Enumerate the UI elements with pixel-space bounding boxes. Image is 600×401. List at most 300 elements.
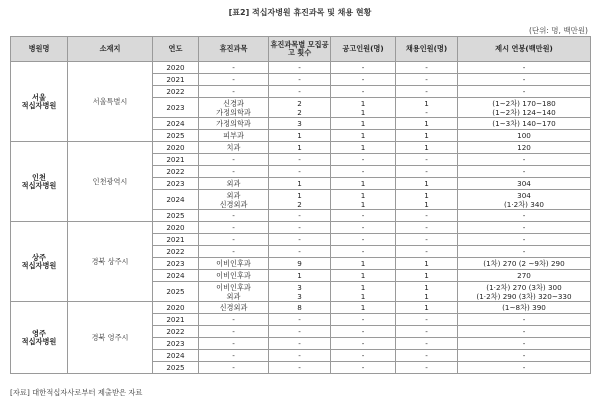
postings-cell xyxy=(269,166,331,178)
year-cell: 2021 xyxy=(153,314,199,326)
year-cell: 2023 xyxy=(153,178,199,190)
announced-cell xyxy=(331,98,396,118)
year-cell: 2025 xyxy=(153,130,199,142)
salary-value: - xyxy=(522,75,526,84)
hired-cell xyxy=(396,234,458,246)
hired-cell xyxy=(396,74,458,86)
postings-cell xyxy=(269,98,331,118)
postings-value: 3 xyxy=(297,119,302,128)
postings-value: 2 xyxy=(297,199,302,209)
hired-cell xyxy=(396,302,458,314)
table-row xyxy=(11,222,591,234)
salary-cell xyxy=(458,190,591,210)
announced-value: - xyxy=(361,247,365,256)
hospital-name-cell xyxy=(11,62,68,142)
hired-value: - xyxy=(425,155,428,164)
hired-cell xyxy=(396,98,458,118)
dept-value: - xyxy=(232,155,235,164)
dept-value: 신경과 xyxy=(223,98,244,108)
dept-value: 피부과 xyxy=(223,131,244,140)
hospital-name-line: 서울 xyxy=(32,92,46,102)
salary-value: - xyxy=(522,351,526,360)
announced-cell xyxy=(331,154,396,166)
year-cell: 2025 xyxy=(153,362,199,374)
year-cell: 2020 xyxy=(153,142,199,154)
header-salary: 제시 연봉(백만원) xyxy=(458,37,591,62)
announced-cell xyxy=(331,234,396,246)
dept-cell xyxy=(199,118,269,130)
dept-value: - xyxy=(232,247,235,256)
hospital-name-line: 적십자병원 xyxy=(21,180,57,190)
hired-cell xyxy=(396,338,458,350)
salary-cell xyxy=(458,98,591,118)
salary-value: (1~3차) 140~170 xyxy=(492,119,556,128)
announced-cell xyxy=(331,326,396,338)
year-cell: 2022 xyxy=(153,246,199,258)
salary-cell xyxy=(458,142,591,154)
postings-cell xyxy=(269,270,331,282)
postings-cell xyxy=(269,258,331,270)
dept-cell xyxy=(199,86,269,98)
salary-value: - xyxy=(522,167,526,176)
dept-value: - xyxy=(232,315,235,324)
salary-value: (1·2차) 340 xyxy=(504,199,544,209)
header-dept: 휴진과목 xyxy=(199,37,269,62)
salary-value: (1~8차) 390 xyxy=(502,303,546,312)
location-cell: 경북 영주시 xyxy=(68,302,153,374)
postings-value: - xyxy=(298,223,301,232)
announced-cell xyxy=(331,362,396,374)
dept-value: 신경외과 xyxy=(219,199,248,209)
dept-value: - xyxy=(232,223,235,232)
year-cell: 2024 xyxy=(153,350,199,362)
hired-value: - xyxy=(425,363,428,372)
postings-cell xyxy=(269,314,331,326)
hired-cell xyxy=(396,130,458,142)
announced-value: - xyxy=(361,363,365,372)
dept-cell xyxy=(199,62,269,74)
announced-value: 1 xyxy=(360,98,366,108)
dept-cell xyxy=(199,270,269,282)
header-hired: 채용인원(명) xyxy=(396,37,458,62)
salary-cell xyxy=(458,62,591,74)
postings-cell xyxy=(269,154,331,166)
hired-cell xyxy=(396,86,458,98)
dept-value: 외과 xyxy=(226,179,241,188)
table-row xyxy=(11,302,591,314)
announced-cell xyxy=(331,74,396,86)
hired-value: - xyxy=(425,235,428,244)
dept-value: 외과 xyxy=(226,291,241,301)
dept-value: 이비인후과 xyxy=(216,271,251,280)
salary-cell xyxy=(458,118,591,130)
location-cell: 경북 상주시 xyxy=(68,222,153,302)
hospital-name-line: 적십자병원 xyxy=(21,100,57,110)
hospital-name-line: 상주 xyxy=(32,252,46,262)
dept-value: - xyxy=(232,235,235,244)
announced-value: - xyxy=(361,87,365,96)
postings-cell xyxy=(269,142,331,154)
salary-cell xyxy=(458,362,591,374)
announced-value: 1 xyxy=(360,199,366,209)
hired-value: 1 xyxy=(424,282,429,292)
salary-cell xyxy=(458,326,591,338)
salary-cell xyxy=(458,302,591,314)
salary-cell xyxy=(458,246,591,258)
postings-value: 9 xyxy=(297,259,302,268)
salary-value: 100 xyxy=(517,131,531,140)
hired-value: 1 xyxy=(424,131,429,140)
salary-cell xyxy=(458,258,591,270)
dept-value: 외과 xyxy=(226,190,241,200)
announced-value: 1 xyxy=(360,282,366,292)
announced-value: 1 xyxy=(360,259,366,268)
announced-cell xyxy=(331,270,396,282)
postings-value: - xyxy=(298,75,301,84)
dept-cell xyxy=(199,154,269,166)
postings-value: - xyxy=(298,167,301,176)
dept-value: - xyxy=(232,327,235,336)
hired-value: - xyxy=(425,315,428,324)
salary-cell xyxy=(458,350,591,362)
salary-cell xyxy=(458,166,591,178)
header-postings: 휴진과목별 모집공고 횟수 xyxy=(269,37,331,62)
salary-value: - xyxy=(522,223,526,232)
postings-value: 1 xyxy=(297,131,302,140)
announced-value: - xyxy=(361,315,365,324)
postings-value: 1 xyxy=(297,179,302,188)
announced-value: - xyxy=(361,327,365,336)
postings-cell xyxy=(269,326,331,338)
hired-cell xyxy=(396,190,458,210)
announced-cell xyxy=(331,210,396,222)
year-cell: 2023 xyxy=(153,338,199,350)
year-cell: 2025 xyxy=(153,282,199,302)
dept-value: - xyxy=(232,167,235,176)
hospital-table xyxy=(10,36,591,374)
salary-value: - xyxy=(522,235,526,244)
dept-value: 가정의학과 xyxy=(216,107,251,117)
announced-value: - xyxy=(361,75,365,84)
announced-cell xyxy=(331,86,396,98)
hospital-name-line: 적십자병원 xyxy=(21,260,57,270)
hired-cell xyxy=(396,314,458,326)
hospital-name-line: 영주 xyxy=(32,328,46,338)
table-title: [표2] 적십자병원 휴진과목 및 채용 현황 xyxy=(228,8,372,17)
hired-cell xyxy=(396,166,458,178)
hired-value: 1 xyxy=(424,190,429,200)
announced-value: 1 xyxy=(360,303,366,312)
hired-cell xyxy=(396,326,458,338)
postings-cell xyxy=(269,86,331,98)
postings-value: 1 xyxy=(297,190,302,200)
dept-cell xyxy=(199,190,269,210)
dept-value: - xyxy=(232,351,235,360)
dept-value: 치과 xyxy=(226,143,241,152)
salary-cell xyxy=(458,282,591,302)
hired-value: 1 xyxy=(424,179,429,188)
hired-cell xyxy=(396,222,458,234)
salary-value: (1~2차) 124~140 xyxy=(492,107,556,117)
salary-cell xyxy=(458,270,591,282)
postings-cell xyxy=(269,282,331,302)
announced-cell xyxy=(331,246,396,258)
year-cell: 2021 xyxy=(153,234,199,246)
postings-value: - xyxy=(298,211,301,220)
dept-value: - xyxy=(232,75,235,84)
announced-cell xyxy=(331,178,396,190)
announced-value: 1 xyxy=(360,179,366,188)
salary-value: (1차) 270 (2 ~9차) 290 xyxy=(483,259,565,268)
announced-value: - xyxy=(361,63,365,72)
announced-value: 1 xyxy=(360,131,366,140)
announced-cell xyxy=(331,222,396,234)
postings-cell xyxy=(269,350,331,362)
hired-cell xyxy=(396,154,458,166)
year-cell: 2022 xyxy=(153,166,199,178)
header-announced: 공고인원(명) xyxy=(331,37,396,62)
dept-cell xyxy=(199,166,269,178)
hired-cell xyxy=(396,282,458,302)
salary-value: - xyxy=(522,63,526,72)
postings-value: - xyxy=(298,327,301,336)
hired-value: 1 xyxy=(424,259,429,268)
postings-value: - xyxy=(298,363,301,372)
salary-value: - xyxy=(522,247,526,256)
announced-value: - xyxy=(361,211,365,220)
postings-cell xyxy=(269,190,331,210)
hired-value: - xyxy=(425,75,428,84)
header-hospital: 병원명 xyxy=(11,37,68,62)
announced-value: - xyxy=(361,155,365,164)
dept-cell xyxy=(199,234,269,246)
dept-cell xyxy=(199,282,269,302)
announced-cell xyxy=(331,350,396,362)
hired-value: - xyxy=(425,63,428,72)
announced-cell xyxy=(331,118,396,130)
announced-value: - xyxy=(361,339,365,348)
dept-value: 신경외과 xyxy=(219,303,248,312)
announced-cell xyxy=(331,314,396,326)
hired-cell xyxy=(396,142,458,154)
postings-cell xyxy=(269,130,331,142)
source-note: [자료] 대한적십자사로부터 제출받은 자료 xyxy=(10,388,143,397)
salary-value: - xyxy=(522,363,526,372)
salary-cell xyxy=(458,154,591,166)
salary-value: - xyxy=(522,87,526,96)
salary-cell xyxy=(458,130,591,142)
announced-value: 1 xyxy=(360,190,366,200)
hired-value: 1 xyxy=(424,271,429,280)
hired-value: - xyxy=(425,107,428,117)
hired-cell xyxy=(396,270,458,282)
announced-cell xyxy=(331,130,396,142)
announced-value: - xyxy=(361,235,365,244)
postings-value: 2 xyxy=(297,98,302,108)
announced-value: - xyxy=(361,223,365,232)
header-year: 연도 xyxy=(153,37,199,62)
salary-value: - xyxy=(522,315,526,324)
hired-value: 1 xyxy=(424,303,429,312)
dept-value: - xyxy=(232,339,235,348)
announced-cell xyxy=(331,258,396,270)
postings-value: - xyxy=(298,63,301,72)
announced-value: 1 xyxy=(360,143,366,152)
dept-cell xyxy=(199,350,269,362)
hired-value: 1 xyxy=(424,98,429,108)
postings-cell xyxy=(269,362,331,374)
postings-value: 2 xyxy=(297,107,302,117)
hospital-name-cell xyxy=(11,222,68,302)
hired-cell xyxy=(396,118,458,130)
salary-value: - xyxy=(522,155,526,164)
dept-value: - xyxy=(232,63,235,72)
hired-cell xyxy=(396,258,458,270)
hired-value: 1 xyxy=(424,143,429,152)
salary-value: - xyxy=(522,327,526,336)
salary-value: (1·2차) 290 (3차) 320~330 xyxy=(476,291,572,301)
hired-cell xyxy=(396,350,458,362)
postings-cell xyxy=(269,302,331,314)
dept-cell xyxy=(199,210,269,222)
announced-value: - xyxy=(361,351,365,360)
postings-value: 3 xyxy=(297,282,302,292)
salary-cell xyxy=(458,178,591,190)
hired-value: - xyxy=(425,247,428,256)
postings-cell xyxy=(269,178,331,190)
postings-value: - xyxy=(298,351,301,360)
year-cell: 2021 xyxy=(153,74,199,86)
salary-value: - xyxy=(522,339,526,348)
year-cell: 2024 xyxy=(153,118,199,130)
postings-cell xyxy=(269,222,331,234)
salary-value: 304 xyxy=(517,190,531,200)
dept-value: - xyxy=(232,363,235,372)
salary-cell xyxy=(458,86,591,98)
year-cell: 2020 xyxy=(153,302,199,314)
dept-value: 가정의학과 xyxy=(216,119,251,128)
postings-cell xyxy=(269,74,331,86)
hospital-name-line: 인천 xyxy=(32,172,46,182)
dept-value: 이비인후과 xyxy=(216,259,251,268)
hospital-name-cell xyxy=(11,142,68,222)
year-cell: 2025 xyxy=(153,210,199,222)
dept-cell xyxy=(199,326,269,338)
hired-value: - xyxy=(425,223,428,232)
location-cell: 서울특별시 xyxy=(68,62,153,142)
hired-value: 1 xyxy=(424,119,429,128)
announced-value: 1 xyxy=(360,107,366,117)
announced-cell xyxy=(331,302,396,314)
hired-cell xyxy=(396,178,458,190)
salary-value: - xyxy=(522,211,526,220)
dept-cell xyxy=(199,362,269,374)
salary-value: (1·2차) 270 (3차) 300 xyxy=(486,282,562,292)
dept-cell xyxy=(199,246,269,258)
table-row xyxy=(11,142,591,154)
salary-cell xyxy=(458,314,591,326)
dept-cell xyxy=(199,314,269,326)
hired-value: - xyxy=(425,211,428,220)
salary-cell xyxy=(458,222,591,234)
dept-value: - xyxy=(232,87,235,96)
salary-cell xyxy=(458,234,591,246)
announced-cell xyxy=(331,62,396,74)
postings-value: - xyxy=(298,87,301,96)
hired-value: - xyxy=(425,339,428,348)
announced-value: - xyxy=(361,167,365,176)
hospital-name-line: 적십자병원 xyxy=(21,336,57,346)
dept-cell xyxy=(199,178,269,190)
postings-value: - xyxy=(298,235,301,244)
hired-value: 1 xyxy=(424,199,429,209)
hired-cell xyxy=(396,62,458,74)
dept-cell xyxy=(199,338,269,350)
postings-cell xyxy=(269,246,331,258)
dept-value: - xyxy=(232,211,235,220)
announced-value: 1 xyxy=(360,271,366,280)
postings-cell xyxy=(269,118,331,130)
header-row xyxy=(11,37,591,62)
hired-cell xyxy=(396,210,458,222)
unit-note: (단위: 명, 백만원) xyxy=(528,26,588,35)
salary-cell xyxy=(458,74,591,86)
hired-value: 1 xyxy=(424,291,429,301)
salary-value: 304 xyxy=(517,179,531,188)
postings-value: 1 xyxy=(297,143,302,152)
hired-cell xyxy=(396,246,458,258)
dept-cell xyxy=(199,130,269,142)
dept-cell xyxy=(199,222,269,234)
year-cell: 2022 xyxy=(153,326,199,338)
table-body xyxy=(11,62,591,374)
year-cell: 2021 xyxy=(153,154,199,166)
postings-cell xyxy=(269,234,331,246)
dept-cell xyxy=(199,302,269,314)
table-row xyxy=(11,62,591,74)
salary-value: 270 xyxy=(517,271,531,280)
announced-value: 1 xyxy=(360,119,366,128)
year-cell: 2020 xyxy=(153,62,199,74)
hired-cell xyxy=(396,362,458,374)
announced-cell xyxy=(331,142,396,154)
location-cell: 인천광역시 xyxy=(68,142,153,222)
announced-cell xyxy=(331,166,396,178)
hired-value: - xyxy=(425,351,428,360)
dept-cell xyxy=(199,258,269,270)
postings-value: - xyxy=(298,247,301,256)
hired-value: - xyxy=(425,327,428,336)
year-cell: 2024 xyxy=(153,270,199,282)
year-cell: 2023 xyxy=(153,98,199,118)
header-location: 소재지 xyxy=(68,37,153,62)
dept-cell xyxy=(199,74,269,86)
announced-cell xyxy=(331,282,396,302)
year-cell: 2024 xyxy=(153,190,199,210)
year-cell: 2022 xyxy=(153,86,199,98)
year-cell: 2020 xyxy=(153,222,199,234)
dept-cell xyxy=(199,98,269,118)
hired-value: - xyxy=(425,87,428,96)
year-cell: 2023 xyxy=(153,258,199,270)
hired-value: - xyxy=(425,167,428,176)
dept-cell xyxy=(199,142,269,154)
postings-value: - xyxy=(298,155,301,164)
salary-cell xyxy=(458,338,591,350)
announced-value: 1 xyxy=(360,291,366,301)
postings-value: 8 xyxy=(297,303,302,312)
salary-cell xyxy=(458,210,591,222)
